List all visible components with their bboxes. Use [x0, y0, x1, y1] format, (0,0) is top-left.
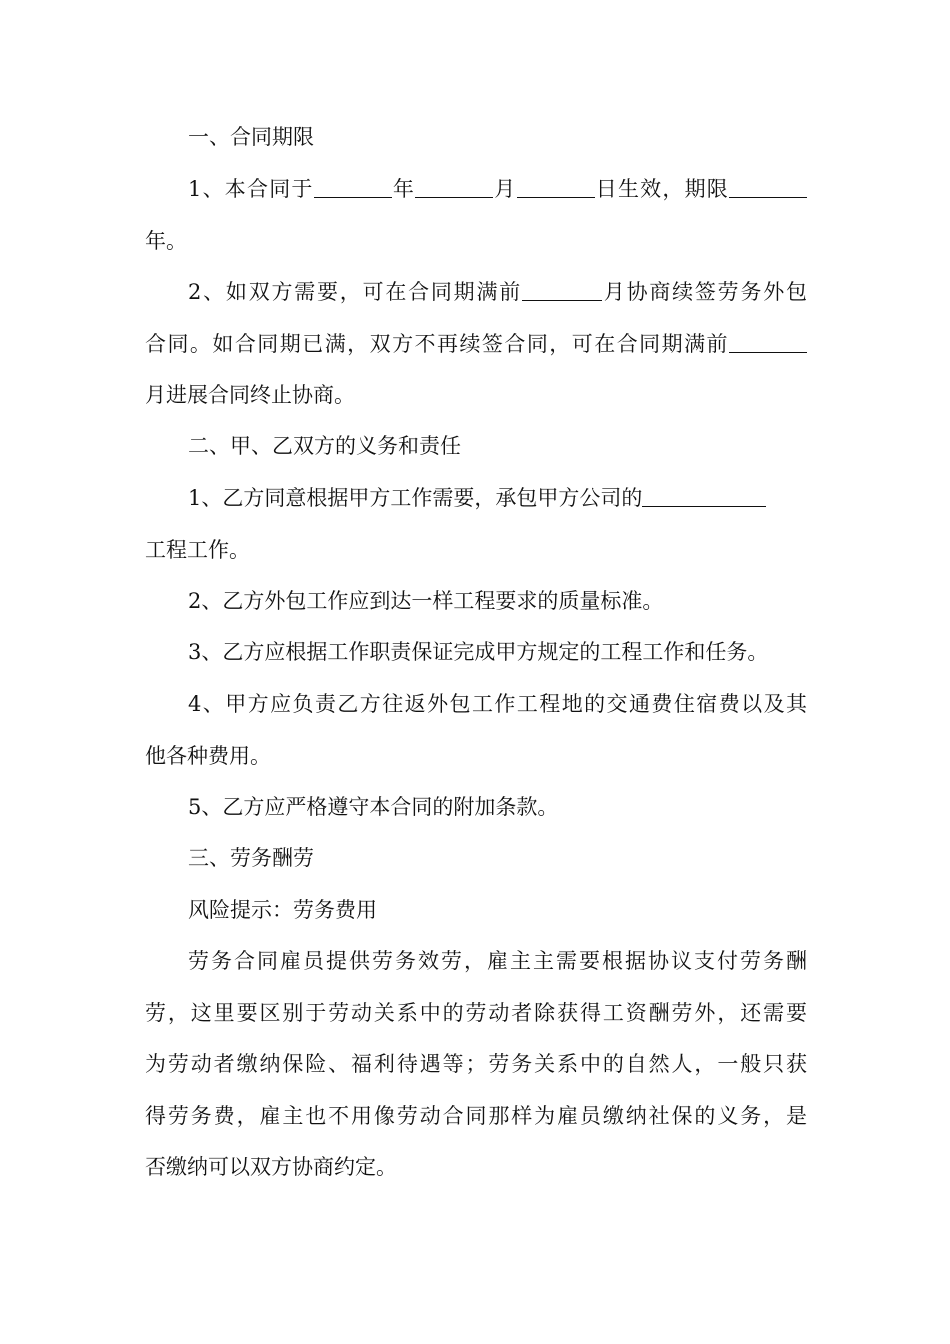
fill-in-blank-month [415, 176, 493, 198]
paragraph-quality-standard [145, 576, 807, 628]
section-heading-obligations [145, 421, 807, 473]
text-segment: 合同。如合同期已满，双方不再续签合同，可在合同期满前 [145, 331, 729, 356]
paragraph-line [145, 164, 807, 216]
paragraph-line: 年。 [145, 228, 187, 253]
paragraph-line: 风险提示：劳务费用 [188, 898, 377, 922]
paragraph-line [145, 473, 807, 525]
text-segment: 月协商续签劳务外包 [602, 280, 807, 304]
paragraph-line [145, 319, 807, 371]
paragraph-line: 劳，这里要区别于劳动关系中的劳动者除获得工资酬劳外，还需要 [145, 1000, 807, 1025]
paragraph-line: 月进展合同终止协商。 [145, 383, 355, 408]
paragraph-additional-terms [145, 782, 807, 834]
fill-in-blank-day [517, 176, 595, 198]
text-segment: 月 [493, 177, 517, 201]
text-segment: 日生效，期限 [594, 177, 730, 201]
fill-in-blank-months [729, 331, 807, 353]
paragraph-line: 4、甲方应负责乙方往返外包工作工程地的交通费住宿费以及其 [188, 692, 807, 716]
text-segment: 1、乙方同意根据甲方工作需要，承包甲方公司的 [188, 486, 643, 510]
section-heading-contract-term [145, 112, 807, 164]
paragraph-line: 劳务合同雇员提供劳务效劳，雇主主需要根据协议支付劳务酬 [188, 949, 807, 973]
heading-text: 三、劳务酬劳 [188, 846, 314, 870]
paragraph-line: 他各种费用。 [145, 743, 271, 768]
fill-in-blank-term [729, 176, 807, 198]
paragraph-renewal [145, 267, 807, 422]
paragraph-line: 为劳动者缴纳保险、福利待遇等；劳务关系中的自然人，一般只获 [145, 1052, 807, 1077]
heading-text: 二、甲、乙双方的义务和责任 [188, 434, 461, 458]
section-heading-remuneration [145, 833, 807, 885]
paragraph-complete-tasks [145, 627, 807, 679]
paragraph-contracting-scope [145, 473, 807, 576]
paragraph-line: 5、乙方应严格遵守本合同的附加条款。 [188, 795, 559, 819]
fill-in-blank-months [522, 279, 602, 301]
heading-text: 一、合同期限 [188, 125, 314, 149]
paragraph-line: 3、乙方应根据工作职责保证完成甲方规定的工程工作和任务。 [188, 640, 769, 664]
risk-notice-body [145, 936, 807, 1194]
paragraph-line: 2、乙方外包工作应到达一样工程要求的质量标准。 [188, 589, 664, 613]
paragraph-line [145, 267, 807, 319]
fill-in-blank-company [642, 485, 766, 507]
paragraph-line: 得劳务费，雇主也不用像劳动合同那样为雇员缴纳社保的义务，是 [145, 1103, 807, 1128]
paragraph-line: 否缴纳可以双方协商约定。 [145, 1155, 397, 1180]
text-segment: 年 [391, 177, 416, 201]
text-segment: 2、如双方需要，可在合同期满前 [188, 280, 523, 304]
text-segment: 1、本合同于 [188, 177, 314, 201]
risk-notice-title [145, 885, 807, 937]
fill-in-blank-year [314, 176, 392, 198]
paragraph-expenses [145, 679, 807, 782]
paragraph-effective-date [145, 164, 807, 267]
paragraph-line: 工程工作。 [145, 537, 250, 562]
